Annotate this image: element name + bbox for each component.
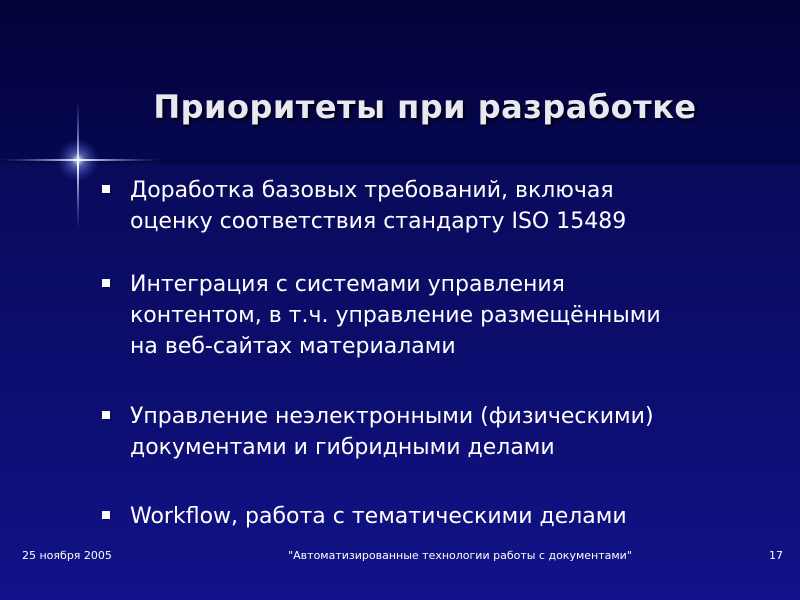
bullet-line: оценку соответствия стандарту ISO 15489 [130,209,627,234]
square-bullet-icon [102,511,110,519]
footer-presentation-title: "Автоматизированные технологии работы с документами" [288,549,632,562]
footer-page-number: 17 [769,549,783,562]
bullet-item [100,401,780,463]
bullet-line: Интеграция с системами управления [130,272,565,297]
bullet-line: Доработка базовых требований, включая [130,178,614,203]
square-bullet-icon [102,411,110,419]
bullet-line: Workflow, работа с тематическими делами [130,504,627,529]
bullet-item [100,175,780,237]
bullet-line: на веб-сайтах материалами [130,334,456,359]
slide-footer [0,549,800,565]
square-bullet-icon [102,279,110,287]
bullet-list [100,175,780,564]
square-bullet-icon [102,185,110,193]
bullet-line: Управление неэлектронными (физическими) [130,404,654,429]
bullet-line: контентом, в т.ч. управление размещёнными [130,303,661,328]
bullet-item [100,501,780,532]
footer-date: 25 ноября 2005 [22,549,112,562]
bullet-item [100,269,780,362]
slide-title: Приоритеты при разработке [153,88,697,126]
bullet-line: документами и гибридными делами [130,435,555,460]
